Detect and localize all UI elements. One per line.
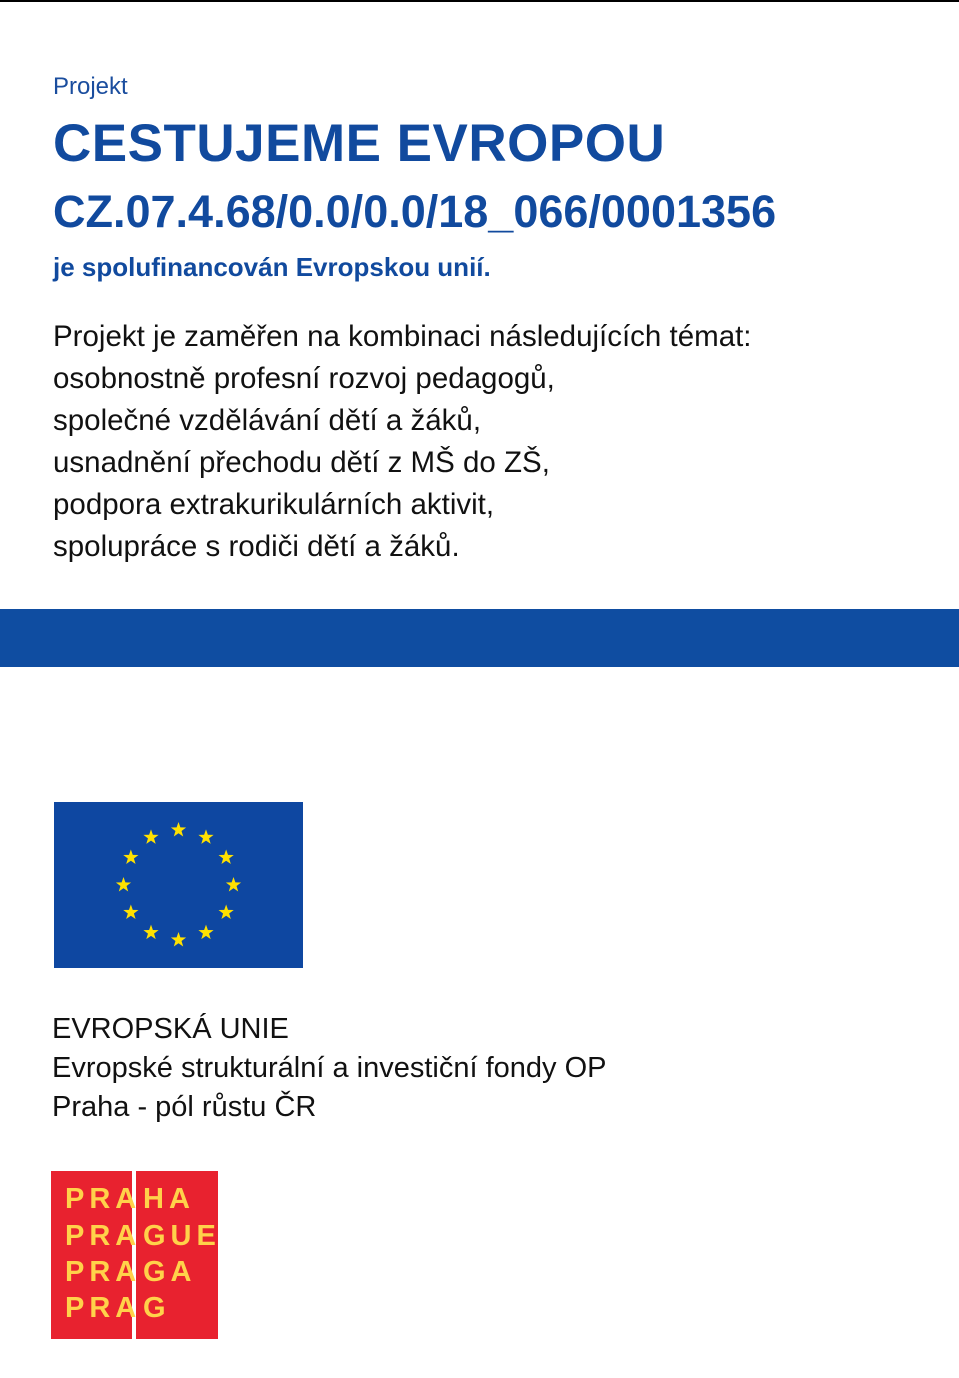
- cofinancing-statement: je spolufinancován Evropskou unií.: [53, 252, 491, 282]
- praha-logo-left: PRA: [65, 1183, 142, 1215]
- praha-logo-right: HA: [143, 1183, 195, 1215]
- eu-flag-icon: [54, 802, 303, 968]
- praha-logo-right: G: [143, 1292, 171, 1324]
- eu-funding-text: [52, 1010, 606, 1127]
- project-topics-list: [53, 316, 752, 568]
- praha-logo-right: GA: [143, 1256, 197, 1288]
- praha-logo-left: PRA: [65, 1256, 142, 1288]
- project-registration-code: CZ.07.4.68/0.0/0.0/18_066/0001356: [53, 186, 777, 237]
- praha-logo-left: PRA: [65, 1220, 142, 1252]
- praha-logo-row: [51, 1254, 218, 1290]
- topic-item: podpora extrakurikulárních aktivit,: [53, 488, 495, 521]
- praha-logo-row: [51, 1181, 218, 1217]
- topic-item: společné vzdělávání dětí a žáků,: [53, 404, 482, 437]
- topic-item: spolupráce s rodiči dětí a žáků.: [53, 530, 460, 563]
- praha-logo: [51, 1171, 221, 1339]
- eu-funds-name: Evropské strukturální a investiční fondy OP: [52, 1052, 607, 1084]
- project-title: CESTUJEME EVROPOU: [53, 114, 666, 173]
- praha-logo-row: [51, 1218, 221, 1254]
- top-border-line: [0, 0, 959, 2]
- topic-item: usnadnění přechodu dětí z MŠ do ZŠ,: [53, 446, 550, 479]
- blue-divider-band: [0, 609, 959, 667]
- eu-programme-name: Praha - pól růstu ČR: [52, 1091, 317, 1123]
- praha-logo-left: PRA: [65, 1292, 142, 1324]
- topics-intro-line: Projekt je zaměřen na kombinaci následujících témat:: [53, 320, 752, 353]
- praha-logo-right: GUE: [143, 1220, 221, 1252]
- topic-item: osobnostně profesní rozvoj pedagogů,: [53, 362, 555, 395]
- project-intro-label: Projekt: [53, 73, 128, 100]
- eu-name: EVROPSKÁ UNIE: [52, 1013, 289, 1045]
- praha-logo-row: [51, 1290, 218, 1326]
